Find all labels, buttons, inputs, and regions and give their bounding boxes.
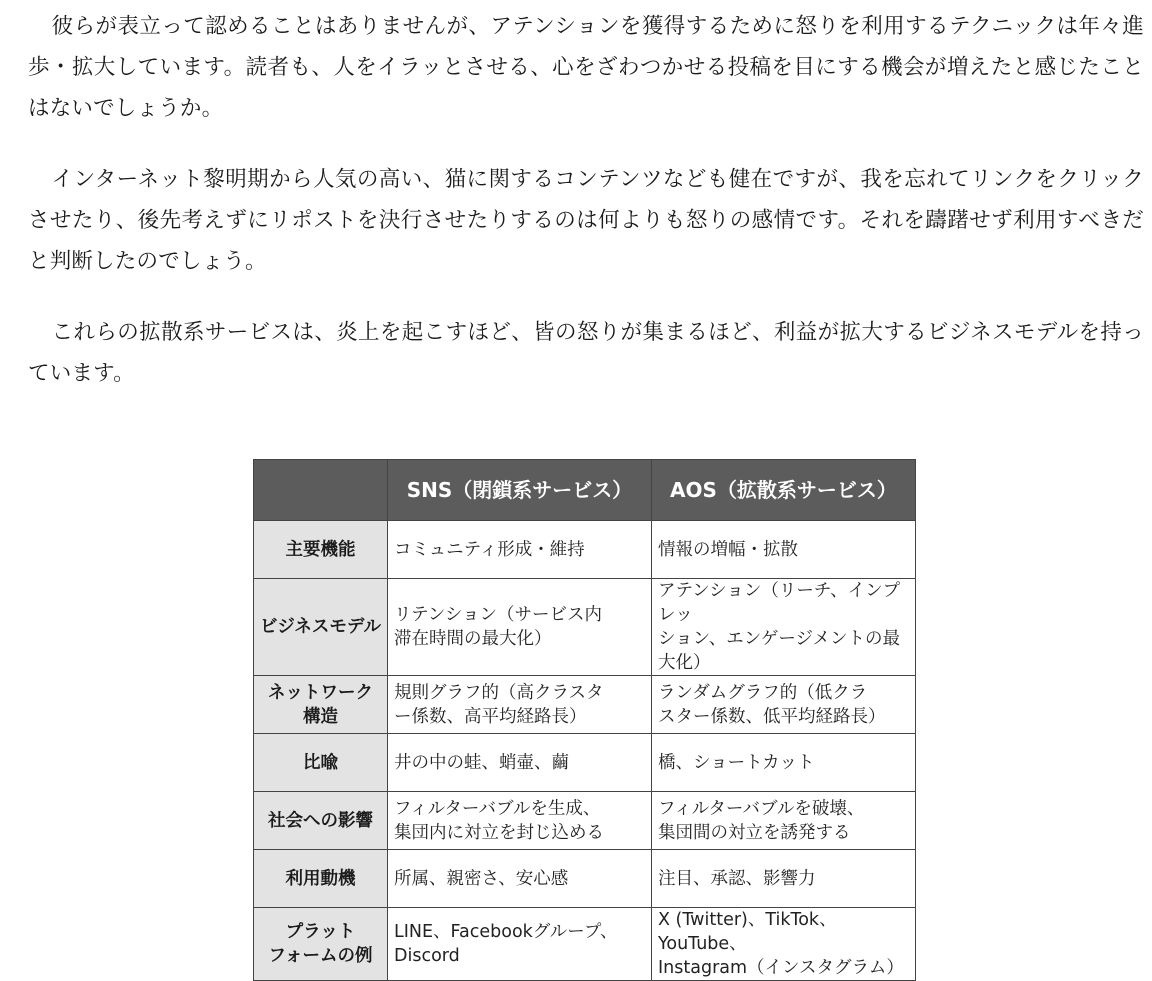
row-label: ネットワーク 構造 — [254, 676, 388, 734]
sns-cell: コミュニティ形成・維持 — [388, 521, 652, 579]
sns-cell: 所属、親密さ、安心感 — [388, 850, 652, 908]
aos-cell: ランダムグラフ的（低クラ スター係数、低平均経路長） — [652, 676, 916, 734]
table-row — [254, 521, 916, 579]
sns-cell: 規則グラフ的（高クラスタ ー係数、高平均経路長） — [388, 676, 652, 734]
paragraph: これらの拡散系サービスは、炎上を起こすほど、皆の怒りが集まるほど、利益が拡大するビジネスモデルを持っています。 — [28, 320, 1144, 386]
header-sns: SNS（閉鎖系サービス） — [388, 460, 652, 521]
row-label: 社会への影響 — [254, 792, 388, 850]
aos-cell: 橋、ショートカット — [652, 734, 916, 792]
table-row — [254, 676, 916, 734]
sns-cell: 井の中の蛙、蛸壷、繭 — [388, 734, 652, 792]
table-row — [254, 850, 916, 908]
sns-cell: リテンション（サービス内 滞在時間の最大化） — [388, 579, 652, 676]
article-body — [28, 6, 1144, 424]
header-aos: AOS（拡散系サービス） — [652, 460, 916, 521]
sns-cell: フィルターバブルを生成、 集団内に対立を封じ込める — [388, 792, 652, 850]
table-row — [254, 908, 916, 981]
row-label: ビジネスモデル — [254, 579, 388, 676]
table-row — [254, 792, 916, 850]
aos-cell: 情報の増幅・拡散 — [652, 521, 916, 579]
aos-cell: フィルターバブルを破壊、 集団間の対立を誘発する — [652, 792, 916, 850]
sns-cell: LINE、Facebookグループ、 Discord — [388, 908, 652, 981]
table-row — [254, 579, 916, 676]
paragraph: インターネット黎明期から人気の高い、猫に関するコンテンツなども健在ですが、我を忘れてリンクをクリックさせたり、後先考えずにリポストを決行させたりするのは何よりも怒りの感情です。それを躊躇せず利用すべきだと判断したのでしょう。 — [28, 167, 1144, 274]
row-label: 利用動機 — [254, 850, 388, 908]
table-header-row — [254, 460, 916, 521]
row-label: 主要機能 — [254, 521, 388, 579]
aos-cell: X (Twitter)、TikTok、YouTube、 Instagram（インスタグラム） — [652, 908, 916, 981]
table-row — [254, 734, 916, 792]
comparison-table-container — [253, 459, 916, 981]
header-corner-cell — [254, 460, 388, 521]
row-label: 比喩 — [254, 734, 388, 792]
row-label: プラット フォームの例 — [254, 908, 388, 981]
aos-cell: アテンション（リーチ、インプレッ ション、エンゲージメントの最大化） — [652, 579, 916, 676]
comparison-table — [253, 459, 916, 981]
paragraph: 彼らが表立って認めることはありませんが、アテンションを獲得するために怒りを利用するテクニックは年々進歩・拡大しています。読者も、人をイラッとさせる、心をざわつかせる投稿を目にする機会が増えたと感じたことはないでしょうか。 — [28, 14, 1144, 121]
aos-cell: 注目、承認、影響力 — [652, 850, 916, 908]
